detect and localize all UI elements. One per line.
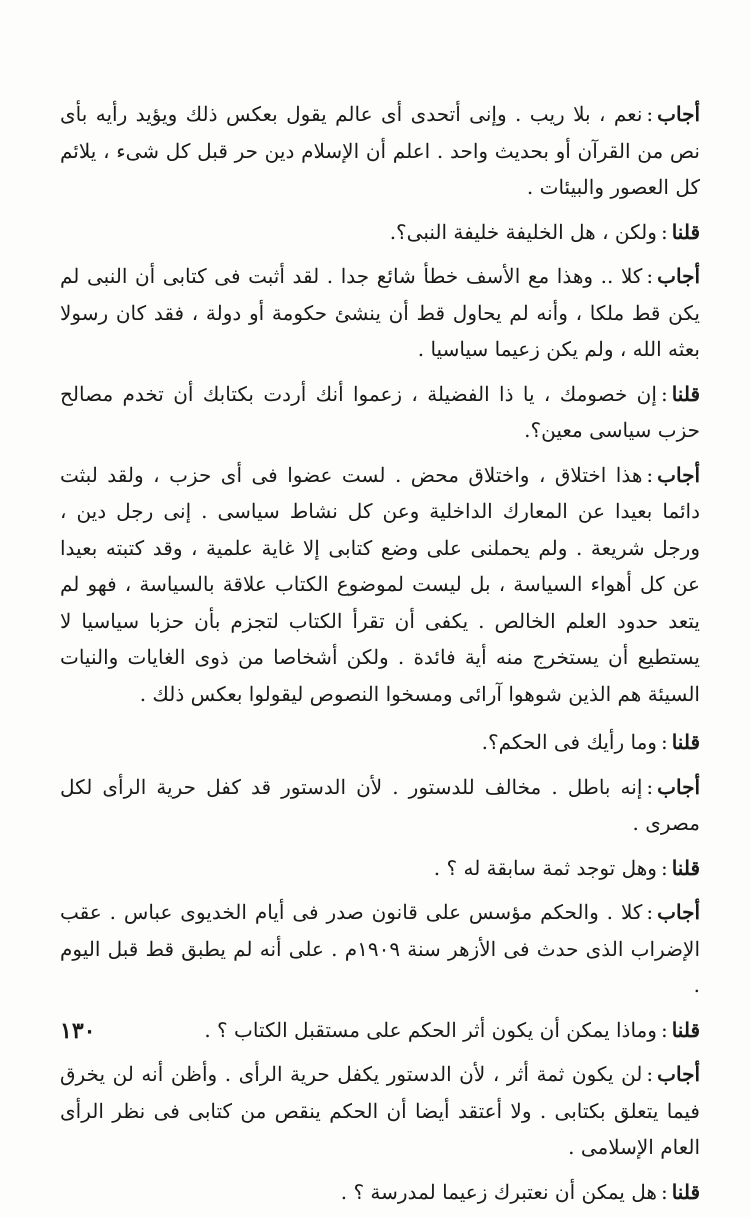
speaker-label: قلنا [671, 219, 700, 244]
speaker-label: أجاب [657, 264, 700, 288]
page-number: ١٣٠ [60, 1018, 96, 1044]
paragraph-text: نعم ، بلا ريب . وإنى أتحدى أى عالم يقول بعكس ذلك ويؤيد رأيه بأى نص من القرآن أو بحديث واحد . اعلم أن الإسلام دين حر قبل كل شىء ، يلائم كل العصور والبيئات . [60, 102, 700, 199]
answer-paragraph: أجاب:هذا اختلاق ، واختلاق محض . لست عضوا فى أى حزب ، ولقد لبثت دائما بعيدا عن المعارك الداخلية وعن كل نشاط سياسى . إنى رجل دين ، ورجل شريعة . ولم يحملنى على وضع كتابى إلا غاية علمية ، وقد كتبته بعيدا عن كل أهواء السياسة ، بل ليست لموضوع الكتاب علاقة بالسياسة ، فهو لم يتعد حدود العلم الخالص . يكفى أن تقرأ الكتاب لتجزم بأن حزبا سياسيا لا يستطيع أن يستخرج منه أية فائدة . ولكن أشخاصا من ذوى الغايات والنيات السيئة هم الذين شوهوا آرائى ومسخوا النصوص ليقولوا بعكس ذلك . [60, 462, 700, 706]
answer-paragraph: أجاب:كلا .. وهذا مع الأسف خطأ شائع جدا . لقد أثبت فى كتابى أن النبى لم يكن قط ملكا ، وأنه لم يحاول قط أن ينشئ حكومة أو دولة ، فقد كان رسولا بعثه الله ، ولم يكن زعيما سياسيا . [60, 264, 700, 361]
speaker-label: أجاب [657, 102, 700, 126]
question-paragraph: قلنا:وما رأيك فى الحكم؟. [481, 730, 700, 754]
paragraph-text: إنه باطل . مخالف للدستور . لأن الدستور قد كفل حرية الرأى لكل مصرى . [60, 774, 700, 835]
speaker-label: أجاب [657, 462, 700, 487]
paragraph-text: هل يمكن أن نعتبرك زعيما لمدرسة ؟ . [340, 1179, 657, 1204]
paragraph-text: وهل توجد ثمة سابقة له ؟ . [433, 855, 657, 880]
speaker-label: قلنا [671, 855, 700, 880]
paragraph-text: كلا . والحكم مؤسس على قانون صدر فى أيام الخديوى عباس . عقب الإضراب الذى حدث فى الأزهر سنة ١٩٠٩م . على أنه لم يطبق قط قبل اليوم . [60, 900, 700, 997]
paragraph-text: وما رأيك فى الحكم؟. [481, 730, 657, 754]
answer-paragraph: أجاب:إنه باطل . مخالف للدستور . لأن الدستور قد كفل حرية الرأى لكل مصرى . [60, 774, 700, 835]
paragraph-text: هذا اختلاق ، واختلاق محض . لست عضوا فى أى حزب ، ولقد لبثت دائما بعيدا عن المعارك الداخلية وعن كل نشاط سياسى . إنى رجل دين ، ورجل شريعة . ولم يحملنى على وضع كتابى إلا غاية علمية ، وقد كتبته بعيدا عن كل أهواء السياسة ، بل ليست لموضوع الكتاب علاقة بالسياسة ، فهو لم يتعد حدود العلم الخالص . يكفى أن تقرأ الكتاب لتجزم بأن حزبا سياسيا لا يستطيع أن يستخرج منه أية فائدة . ولكن أشخاصا من ذوى الغايات والنيات السيئة هم الذين شوهوا آرائى ومسخوا النصوص ليقولوا بعكس ذلك . [60, 462, 700, 706]
question-paragraph: قلنا:ولكن ، هل الخليفة خليفة النبى؟. [389, 219, 700, 244]
paragraph-text: كلا .. وهذا مع الأسف خطأ شائع جدا . لقد أثبت فى كتابى أن النبى لم يكن قط ملكا ، وأنه لم يحاول قط أن ينشئ حكومة أو دولة ، فقد كان رسولا بعثه الله ، ولم يكن زعيما سياسيا . [60, 264, 700, 361]
speaker-label: قلنا [671, 1179, 700, 1204]
speaker-label: أجاب [657, 900, 700, 924]
paragraph-text: ولكن ، هل الخليفة خليفة النبى؟. [389, 219, 657, 244]
speaker-label: أجاب [657, 774, 700, 799]
paragraph-text: لن يكون ثمة أثر ، لأن الدستور يكفل حرية الرأى . وأظن أنه لن يخرق فيما يتعلق بكتابى . ولا أعتقد أيضا أن الحكم ينقص من كتابى فى نظر الرأى العام الإسلامى . [60, 1062, 700, 1159]
question-paragraph: قلنا:وماذا يمكن أن يكون أثر الحكم على مستقبل الكتاب ؟ . [204, 1017, 700, 1042]
question-paragraph: قلنا:هل يمكن أن نعتبرك زعيما لمدرسة ؟ . [340, 1179, 700, 1204]
question-paragraph: قلنا:وهل توجد ثمة سابقة له ؟ . [433, 855, 700, 880]
answer-paragraph: أجاب:كلا . والحكم مؤسس على قانون صدر فى أيام الخديوى عباس . عقب الإضراب الذى حدث فى الأزهر سنة ١٩٠٩م . على أنه لم يطبق قط قبل اليوم . [60, 900, 700, 997]
paragraph-text: إن خصومك ، يا ذا الفضيلة ، زعموا أنك أردت بكتابك أن تخدم مصالح حزب سياسى معين؟. [60, 381, 700, 442]
speaker-label: قلنا [671, 730, 700, 754]
paragraph-text: وماذا يمكن أن يكون أثر الحكم على مستقبل الكتاب ؟ . [204, 1017, 657, 1042]
speaker-label: أجاب [657, 1062, 700, 1086]
interview-text [60, 96, 700, 1218]
answer-paragraph: أجاب:لن يكون ثمة أثر ، لأن الدستور يكفل حرية الرأى . وأظن أنه لن يخرق فيما يتعلق بكتابى . ولا أعتقد أيضا أن الحكم ينقص من كتابى فى نظر الرأى العام الإسلامى . [60, 1062, 700, 1159]
question-paragraph: قلنا:إن خصومك ، يا ذا الفضيلة ، زعموا أنك أردت بكتابك أن تخدم مصالح حزب سياسى معين؟. [60, 381, 700, 442]
speaker-label: قلنا [671, 1017, 700, 1042]
answer-paragraph: أجاب:نعم ، بلا ريب . وإنى أتحدى أى عالم يقول بعكس ذلك ويؤيد رأيه بأى نص من القرآن أو بحديث واحد . اعلم أن الإسلام دين حر قبل كل شىء ، يلائم كل العصور والبيئات . [60, 102, 700, 199]
speaker-label: قلنا [671, 381, 700, 406]
